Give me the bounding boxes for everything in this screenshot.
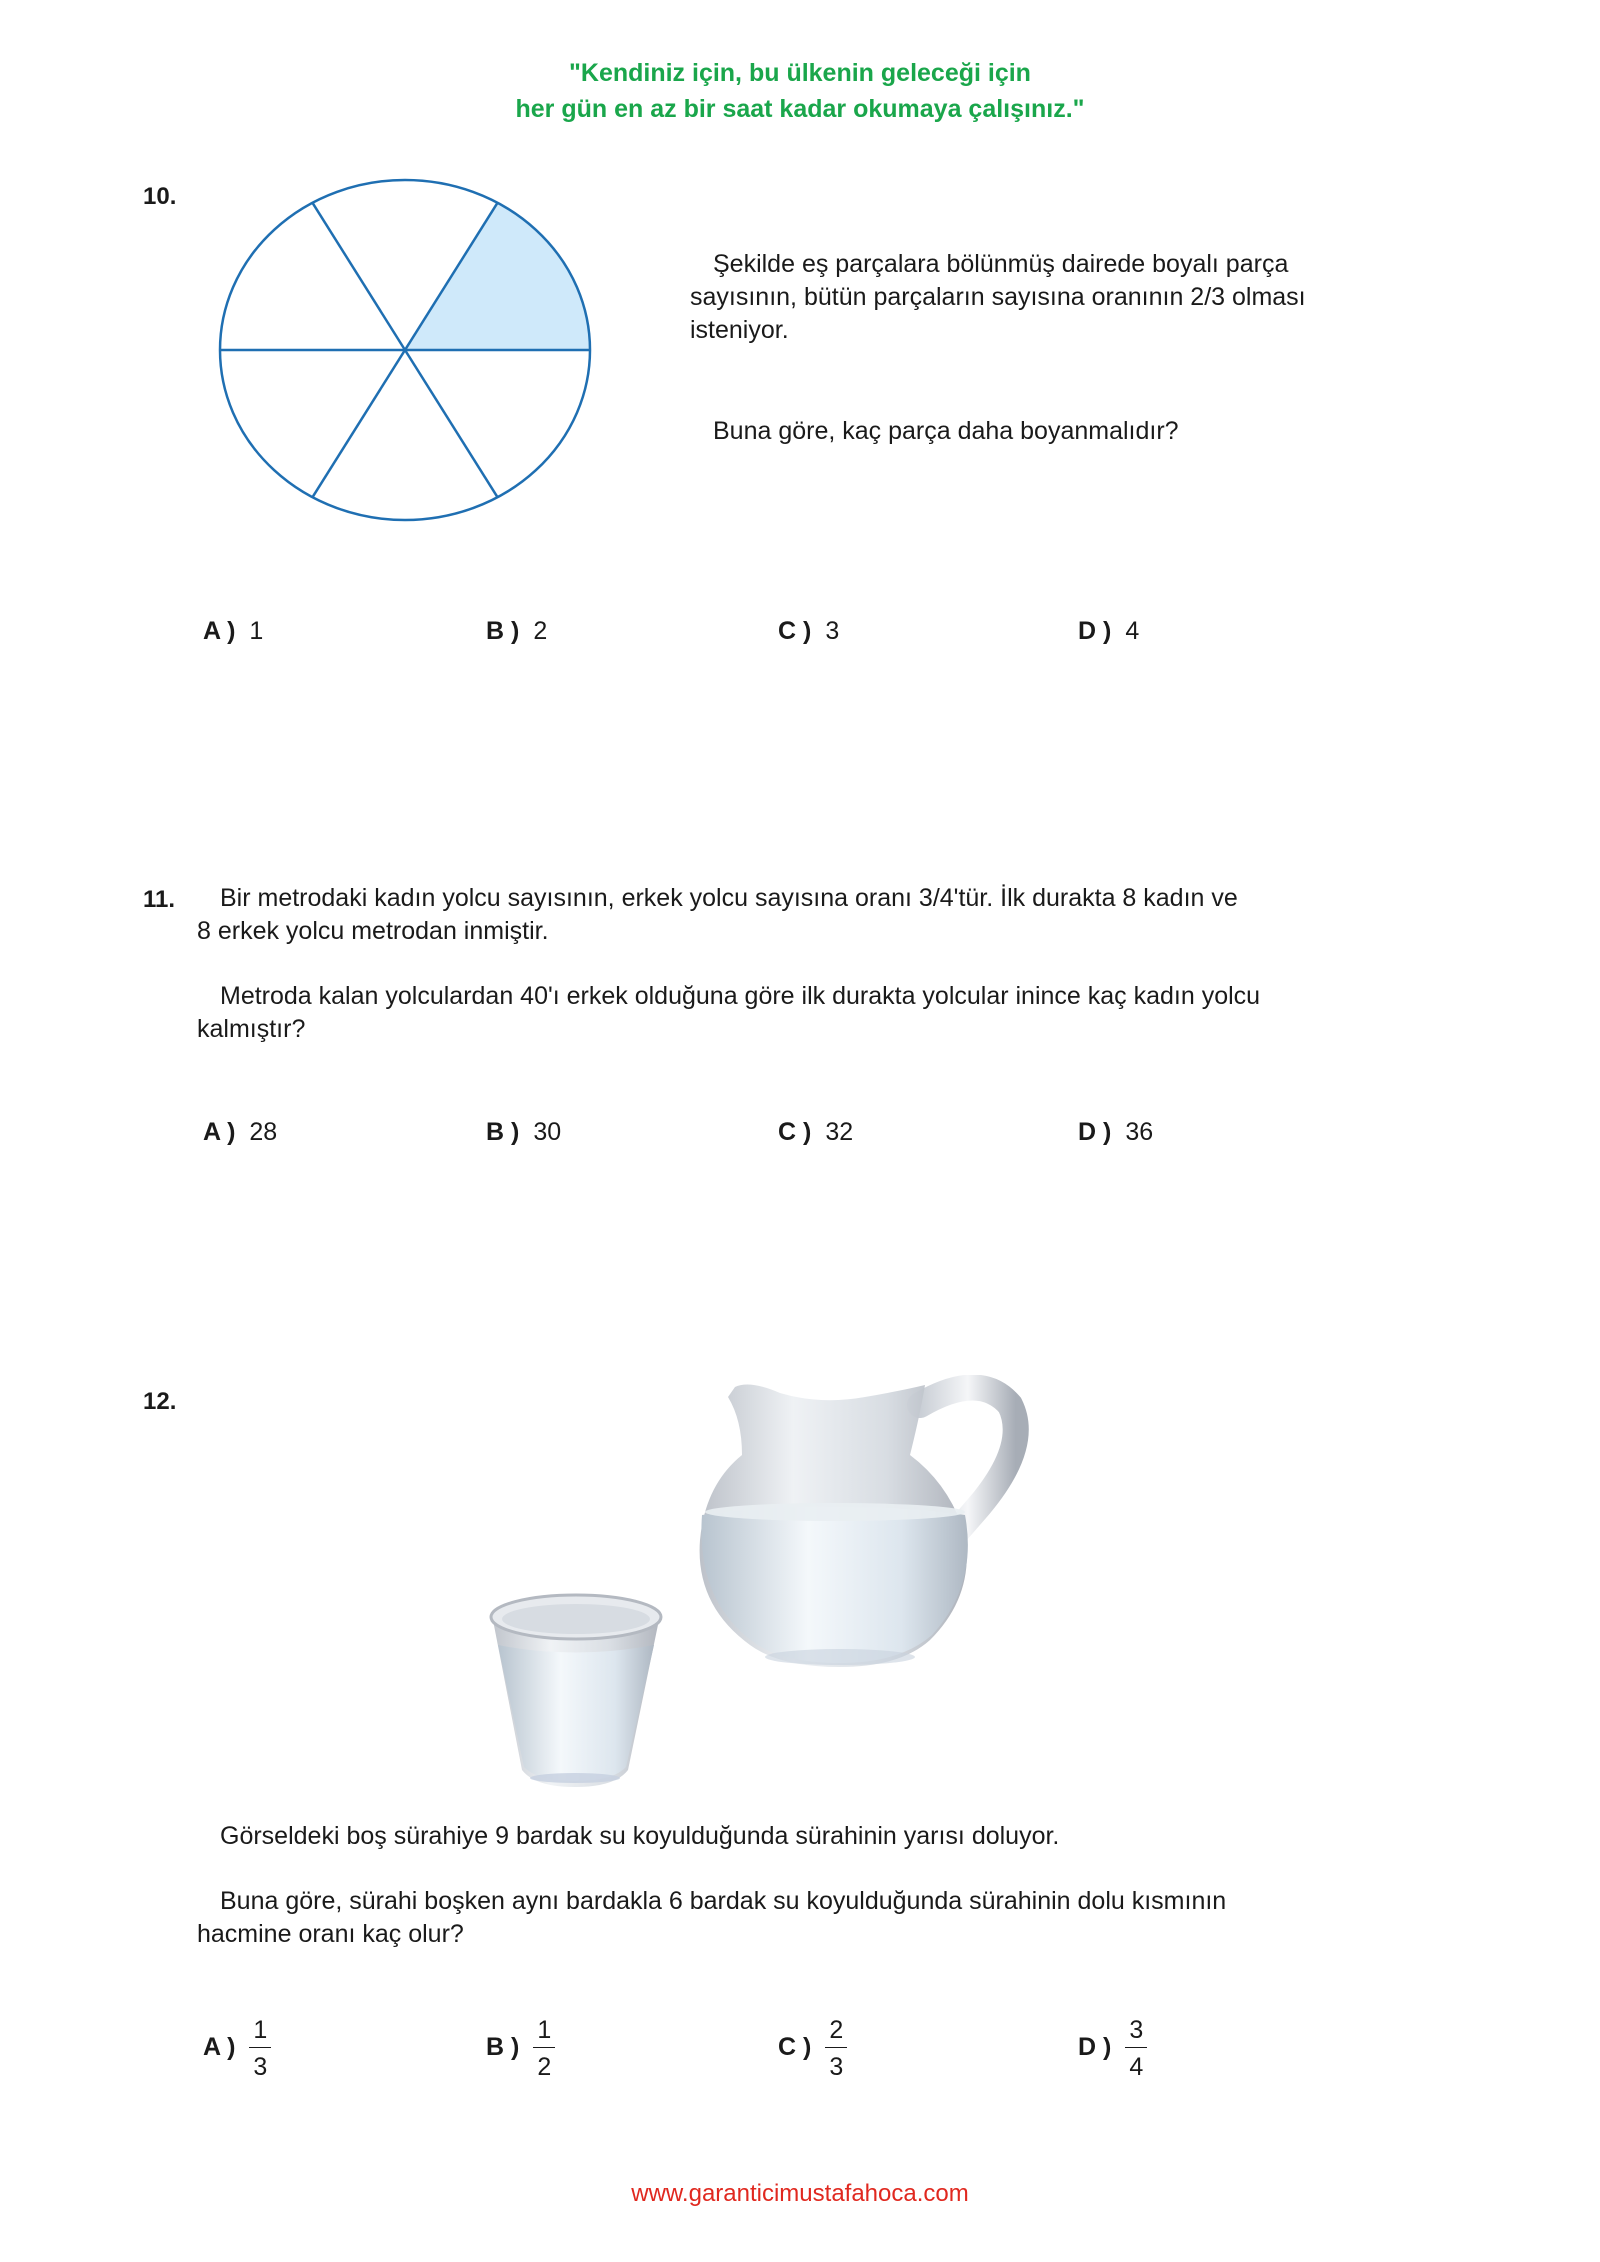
q11-line-1: Bir metrodaki kadın yolcu sayısının, erkek yolcu sayısına oranı 3/4'tür. İlk durakta 8 kadın ve bbox=[220, 884, 1238, 912]
q10-option-d[interactable]: D ) 4 bbox=[1078, 617, 1140, 645]
fraction: $\frac{1}{2}$ bbox=[533, 2015, 555, 2082]
q11-line-3: Metroda kalan yolculardan 40'ı erkek olduğuna göre ilk durakta yolcular inince kaç kadın yolcu bbox=[220, 982, 1261, 1010]
q12-line-2: Buna göre, sürahi boşken aynı bardakla 6 bardak su koyulduğunda sürahinin dolu kısmının bbox=[220, 1887, 1227, 1915]
q11-option-c[interactable]: C ) 32 bbox=[778, 1118, 854, 1146]
q11-option-a[interactable]: A ) 28 bbox=[203, 1118, 278, 1146]
q11-option-b[interactable]: B ) 30 bbox=[486, 1118, 562, 1146]
question-12-number: 12. bbox=[143, 1388, 177, 1415]
q10-line-3: isteniyor. bbox=[690, 316, 789, 344]
shaded-sector bbox=[405, 203, 590, 350]
divided-circle-figure bbox=[210, 170, 610, 530]
q10-option-b[interactable]: B ) 2 bbox=[486, 617, 548, 645]
q12-line-3: hacmine oranı kaç olur? bbox=[197, 1920, 464, 1948]
motto-line-1: "Kendiniz için, bu ülkenin geleceği için bbox=[569, 59, 1031, 87]
motto-line-2: her gün en az bir saat kadar okumaya çalışınız." bbox=[515, 95, 1085, 123]
q12-option-d[interactable]: D ) $\frac{3}{4}$ bbox=[1078, 2015, 1147, 2082]
q11-option-d[interactable]: D ) 36 bbox=[1078, 1118, 1154, 1146]
fraction: $\frac{2}{3}$ bbox=[825, 2015, 847, 2082]
q12-line-1: Görseldeki boş sürahiye 9 bardak su koyulduğunda sürahinin yarısı doluyor. bbox=[220, 1822, 1060, 1850]
question-11-text bbox=[197, 882, 1397, 1046]
question-12-text bbox=[197, 1820, 1397, 1951]
question-11-number: 11. bbox=[143, 886, 176, 913]
q12-option-b[interactable]: B ) $\frac{1}{2}$ bbox=[486, 2015, 555, 2082]
water-glass bbox=[491, 1595, 661, 1787]
q10-line-1: Şekilde eş parçalara bölünmüş dairede boyalı parça bbox=[713, 250, 1289, 278]
q12-option-c[interactable]: C ) $\frac{2}{3}$ bbox=[778, 2015, 847, 2082]
q10-option-a[interactable]: A ) 1 bbox=[203, 617, 264, 645]
glass-and-jug-illustration bbox=[480, 1375, 1040, 1795]
q10-line-2: sayısının, bütün parçaların sayısına oranının 2/3 olması bbox=[690, 283, 1306, 311]
question-10-text bbox=[690, 248, 1410, 347]
q11-line-2: 8 erkek yolcu metrodan inmiştir. bbox=[197, 917, 549, 945]
footer-url[interactable]: www.garanticimustafahoca.com bbox=[631, 2180, 969, 2207]
fraction: $\frac{1}{3}$ bbox=[249, 2015, 271, 2082]
motto bbox=[0, 55, 1600, 127]
question-10-number: 10. bbox=[143, 183, 177, 210]
fraction: $\frac{3}{4}$ bbox=[1125, 2015, 1147, 2082]
q11-line-4: kalmıştır? bbox=[197, 1015, 306, 1043]
water-jug bbox=[700, 1385, 1016, 1667]
q12-option-a[interactable]: A ) $\frac{1}{3}$ bbox=[203, 2015, 271, 2082]
question-10-prompt: Buna göre, kaç parça daha boyanmalıdır? bbox=[713, 417, 1179, 445]
q10-option-c[interactable]: C ) 3 bbox=[778, 617, 840, 645]
